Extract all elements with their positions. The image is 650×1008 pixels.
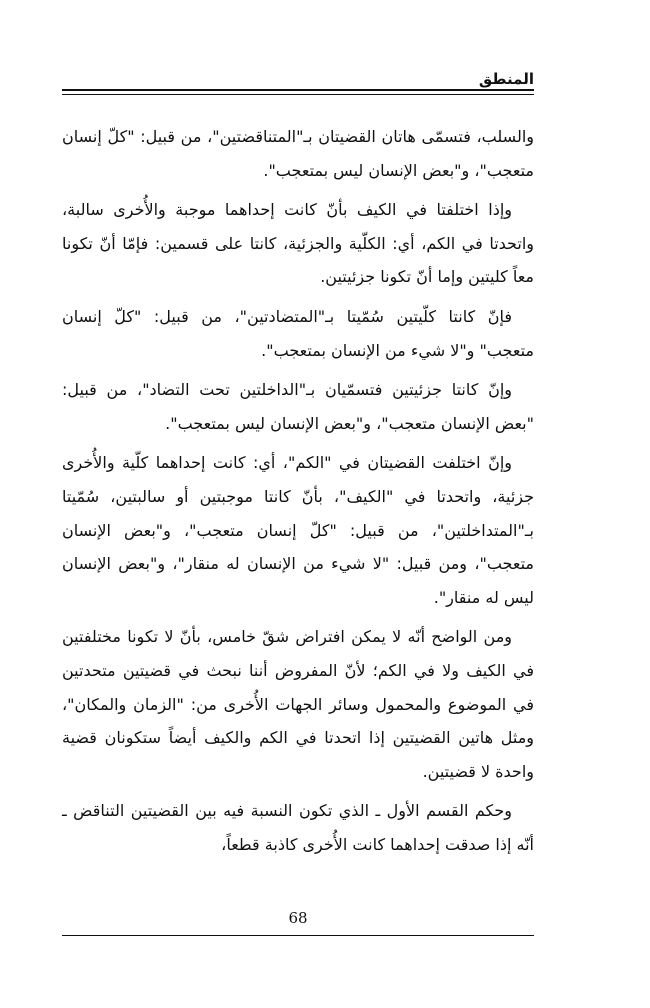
header-rule-thin bbox=[62, 94, 534, 95]
paragraph: وحكم القسم الأول ـ الذي تكون النسبة فيه بين القضيتين التناقض ـ أنّه إذا صدقت إحداهما كانت الأُخرى كاذبة قطعاً، bbox=[62, 801, 534, 854]
paragraph: وإنّ كانتا جزئيتين فتسمّيان بـ"الداخلتين تحت التضاد"، من قبيل: "بعض الإنسان متعجب"، و"بعض الإنسان ليس بمتعجب". bbox=[62, 380, 534, 433]
page-number: 68 bbox=[288, 909, 308, 927]
paragraph: وإنّ اختلفت القضيتان في "الكم"، أي: كانت إحداهما كلّية والأُخرى جزئية، واتحدتا في "الكيف"، بأنّ كانتا موجبتين أو سالبتين، سُمّيتا بـ"المتداخلتين"، من قبيل: "كلّ إنسان متعجب"، و"بعض الإنسان متعجب"، ومن قبيل: "لا شيء من الإنسان له منقار"، و"بعض الإنسان ليس له منقار". bbox=[62, 453, 534, 607]
footer-rule bbox=[62, 935, 534, 936]
body-text bbox=[62, 120, 534, 861]
page-footer bbox=[62, 908, 534, 938]
paragraph: فإنّ كانتا كلّيتين سُمّيتا بـ"المتضادتين"، من قبيل: "كلّ إنسان متعجب" و"لا شيء من الإنسان بمتعجب". bbox=[62, 306, 534, 360]
paragraph: وإذا اختلفتا في الكيف بأنّ كانت إحداهما موجبة والأُخرى سالبة، واتحدتا في الكم، أي: الكلّية والجزئية، كانتا على قسمين: فإمّا أنّ تكونا معاً كليتين وإما أنّ تكونا جزئيتين. bbox=[62, 200, 534, 287]
paragraph: والسلب، فتسمّى هاتان القضيتان بـ"المتناقضتين"، من قبيل: "كلّ إنسان متعجب"، و"بعض الإنسان ليس بمتعجب". bbox=[62, 127, 534, 180]
page-header bbox=[62, 70, 534, 96]
running-title: المنطق bbox=[478, 70, 534, 88]
header-rule-thick bbox=[62, 89, 534, 91]
paragraph: ومن الواضح أنّه لا يمكن افتراض شقّ خامس، بأنّ لا تكونا مختلفتين في الكيف ولا في الكم؛ لأنّ المفروض أننا نبحث في قضيتين متحدتين في الموضوع والمحمول وسائر الجهات الأُخرى من: "الزمان والمكان"، ومثل هاتين القضيتين إذا اتحدتا في الكم والكيف أيضاً ستكونان قضية واحدة لا قضيتين. bbox=[62, 627, 534, 781]
